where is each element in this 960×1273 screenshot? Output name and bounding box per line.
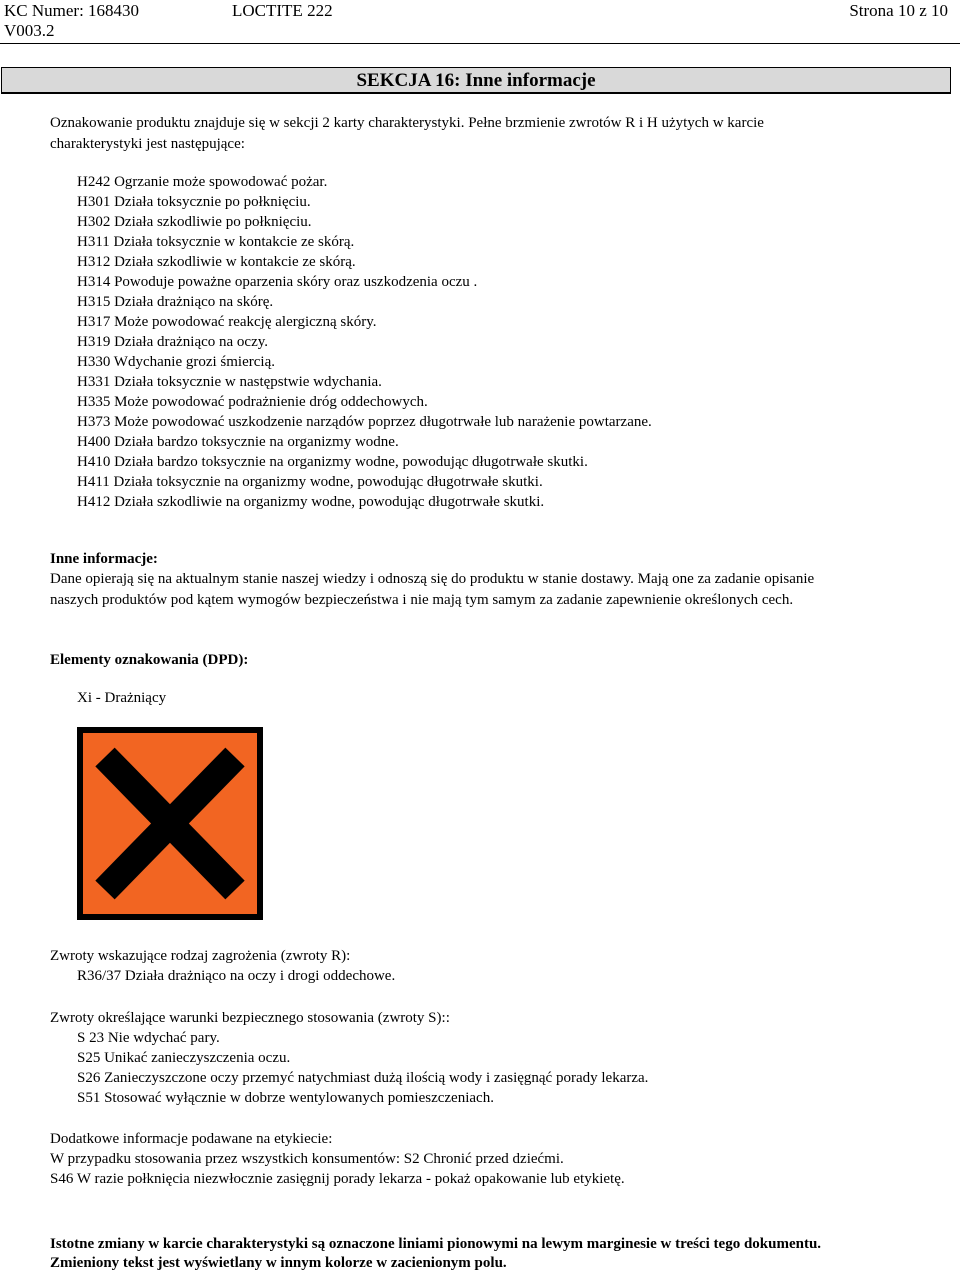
h-statement: H242 Ogrzanie może spowodować pożar. <box>77 174 328 190</box>
h-statement: H302 Działa szkodliwie po połknięciu. <box>77 214 312 230</box>
section-title: SEKCJA 16: Inne informacje <box>356 70 596 91</box>
h-statement: H317 Może powodować reakcję alergiczną skóry. <box>77 314 377 330</box>
label-info-heading: Dodatkowe informacje podawane na etykiecie: <box>50 1131 333 1147</box>
other-info-line-1: Dane opierają się na aktualnym stanie naszej wiedzy i odnoszą się do produktu w stanie dostawy. Mają one za zadanie opisanie <box>50 571 815 587</box>
intro-line-2: charakterystyki jest następujące: <box>50 136 245 152</box>
h-statement: H400 Działa bardzo toksycznie na organizmy wodne. <box>77 434 399 450</box>
h-statement: H373 Może powodować uszkodzenie narządów poprzez długotrwałe lub narażenie powtarzane. <box>77 414 652 430</box>
section-title-box <box>1 67 951 94</box>
dpd-symbol-label: Xi - Drażniący <box>77 690 167 706</box>
r-phrases-heading: Zwroty wskazujące rodzaj zagrożenia (zwroty R): <box>50 948 351 964</box>
h-statement: H315 Działa drażniąco na skórę. <box>77 294 274 310</box>
s-phrase: S26 Zanieczyszczone oczy przemyć natychmiast dużą ilością wody i zasięgnąć porady lekarza. <box>77 1070 649 1086</box>
other-info-heading: Inne informacje: <box>50 551 158 567</box>
other-info-line-2: naszych produktów pod kątem wymogów bezpieczeństwa i nie mają tym samym za zadanie zapewnienie określonych cech. <box>50 592 794 608</box>
footer-note-line-2: Zmieniony tekst jest wyświetlany w innym kolorze w zacienionym polu. <box>50 1255 507 1271</box>
h-statement: H331 Działa toksycznie w następstwie wdychania. <box>77 374 382 390</box>
product-name: LOCTITE 222 <box>232 1 333 20</box>
h-statement: H411 Działa toksycznie na organizmy wodne, powodując długotrwałe skutki. <box>77 474 543 490</box>
s-phrases-heading: Zwroty określające warunki bezpiecznego stosowania (zwroty S):: <box>50 1010 450 1026</box>
s-phrase: S 23 Nie wdychać pary. <box>77 1030 220 1046</box>
h-statement: H412 Działa szkodliwie na organizmy wodne, powodując długotrwałe skutki. <box>77 494 545 510</box>
h-statement: H312 Działa szkodliwie w kontakcie ze skórą. <box>77 254 356 270</box>
h-statement: H311 Działa toksycznie w kontakcie ze skórą. <box>77 234 355 250</box>
dpd-heading: Elementy oznakowania (DPD): <box>50 652 249 668</box>
page-number: Strona 10 z 10 <box>849 1 948 20</box>
h-statement: H319 Działa drażniąco na oczy. <box>77 334 269 350</box>
h-statement: H410 Działa bardzo toksycznie na organizmy wodne, powodując długotrwałe skutki. <box>77 454 588 470</box>
label-info-line-1: W przypadku stosowania przez wszystkich konsumentów: S2 Chronić przed dziećmi. <box>50 1151 564 1167</box>
h-statements-list <box>77 172 652 512</box>
label-info-line-2: S46 W razie połknięcia niezwłocznie zasięgnij porady lekarza - pokaż opakowanie lub etykietę. <box>50 1171 625 1187</box>
r-phrase: R36/37 Działa drażniąco na oczy i drogi oddechowe. <box>77 968 396 984</box>
version: V003.2 <box>4 21 55 40</box>
h-statement: H301 Działa toksycznie po połknięciu. <box>77 194 311 210</box>
s-phrase: S25 Unikać zanieczyszczenia oczu. <box>77 1050 291 1066</box>
h-statement: H314 Powoduje poważne oparzenia skóry oraz uszkodzenia oczu . <box>77 274 478 290</box>
header-rule <box>0 43 960 44</box>
intro-line-1: Oznakowanie produktu znajduje się w sekcji 2 karty charakterystyki. Pełne brzmienie zwrotów R i H użytych w karcie <box>50 115 764 131</box>
h-statement: H330 Wdychanie grozi śmiercią. <box>77 354 275 370</box>
irritant-x-pictogram-icon <box>77 727 263 920</box>
h-statement: H335 Może powodować podrażnienie dróg oddechowych. <box>77 394 428 410</box>
footer-note-line-1: Istotne zmiany w karcie charakterystyki są oznaczone liniami pionowymi na lewym marginesie w treści tego dokumentu. <box>50 1236 822 1252</box>
kc-number: KC Numer: 168430 <box>4 1 140 20</box>
s-phrase: S51 Stosować wyłącznie w dobrze wentylowanych pomieszczeniach. <box>77 1090 494 1106</box>
